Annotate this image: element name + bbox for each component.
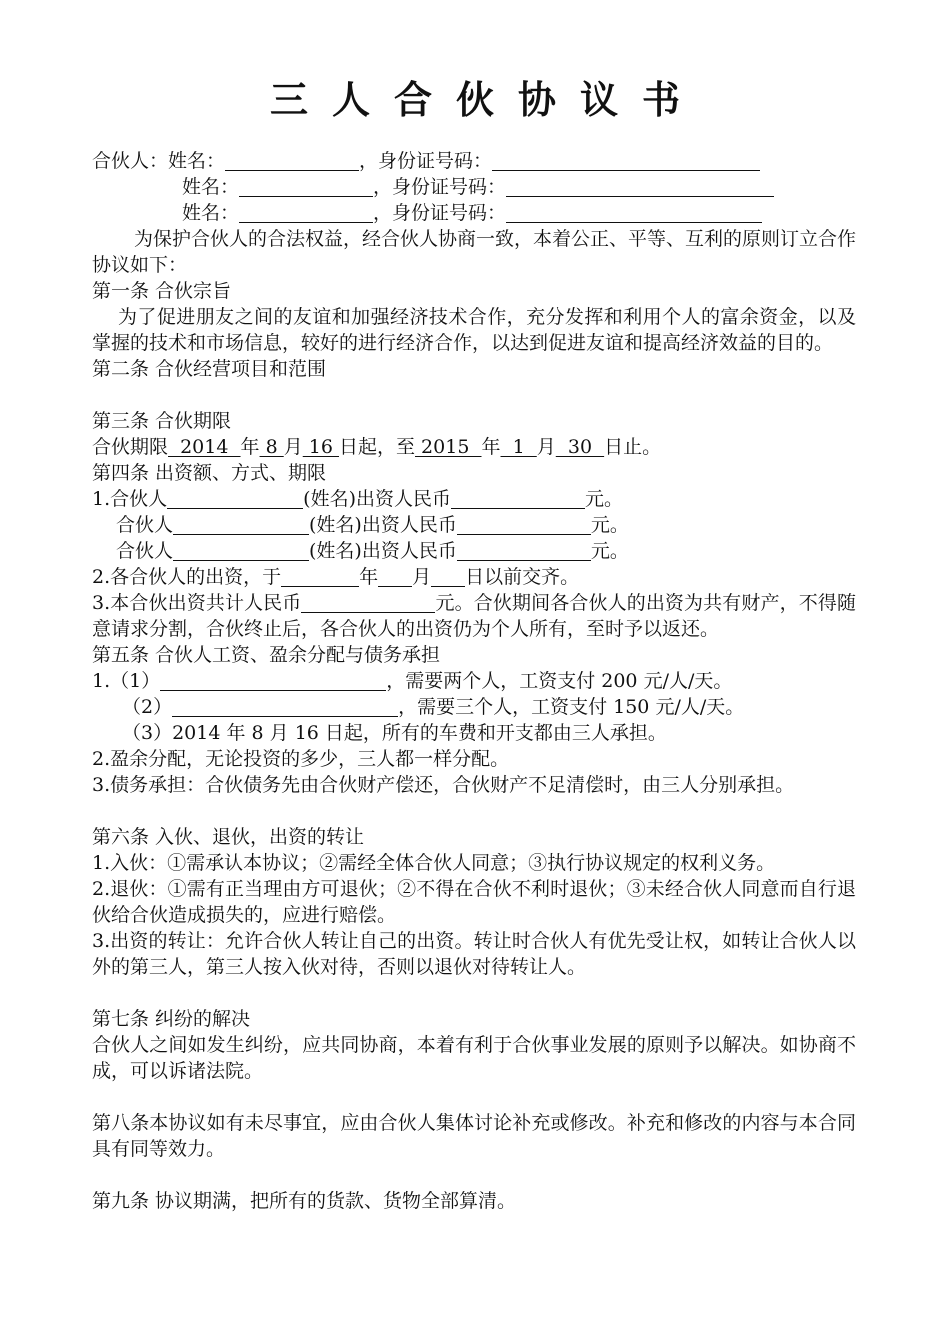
deadline-prefix: 2.各合伙人的出资，于	[92, 566, 282, 588]
id-field-3[interactable]	[506, 202, 762, 223]
partner-line-2	[92, 174, 856, 200]
article-5-heading: 第五条 合伙人工资、盈余分配与债务承担	[92, 644, 441, 666]
year-label: 年	[481, 436, 501, 458]
name-note: (姓名)出资人民币	[309, 514, 457, 536]
partner-line-1	[92, 148, 856, 174]
transfer-clause: 3.出资的转让：允许合伙人转让自己的出资。转让时合伙人有优先受让权，如转让合伙人以外的第三人，第三人按入伙对待，否则以退伙对待转让人。	[92, 930, 856, 978]
spacer	[92, 980, 856, 1006]
spacer	[92, 1084, 856, 1110]
until-label: 日止。	[604, 436, 662, 458]
withdrawal-clause: 2.退伙：①需有正当理由方可退伙；②不得在合伙不利时退伙；③未经合伙人同意而自行退伙给合伙造成损失的，应进行赔偿。	[92, 878, 856, 926]
profit-distribution: 2.盈余分配，无论投资的多少，三人都一样分配。	[92, 748, 510, 770]
article-2-heading: 第二条 合伙经营项目和范围	[92, 358, 327, 380]
wage-role-field-2[interactable]	[172, 696, 398, 717]
id-label: ，身份证号码：	[373, 176, 507, 198]
from-label: 日起，至	[339, 436, 416, 458]
partner-label: 合伙人	[116, 540, 174, 562]
article-6-heading: 第六条 入伙、退伙，出资的转让	[92, 826, 365, 848]
article-9-text: 第九条 协议期满，把所有的货款、货物全部算清。	[92, 1190, 517, 1212]
term-prefix: 合伙期限	[92, 436, 169, 458]
id-label: ，身份证号码：	[373, 202, 507, 224]
amount-field-1[interactable]	[451, 488, 585, 509]
deadline-day-field[interactable]	[431, 566, 465, 587]
amount-field-3[interactable]	[457, 540, 591, 561]
spacer	[92, 1162, 856, 1188]
total-amount-field[interactable]	[301, 592, 435, 613]
wage-suffix-1: ，需要两个人，工资支付 200 元/人/天。	[386, 670, 733, 692]
term-line	[92, 434, 856, 460]
name-note: (姓名)出资人民币	[303, 488, 451, 510]
article-1-heading: 第一条 合伙宗旨	[92, 280, 232, 302]
id-field-2[interactable]	[506, 176, 774, 197]
month-label: 月	[536, 436, 556, 458]
name-label: 姓名：	[182, 176, 240, 198]
name-label: 姓名：	[168, 150, 226, 172]
contribution-line-3	[92, 538, 856, 564]
total-prefix: 3.本合伙出资共计人民币	[92, 592, 302, 614]
deadline-year-field[interactable]	[281, 566, 359, 587]
name-note: (姓名)出资人民币	[309, 540, 457, 562]
debt-liability: 3.债务承担：合伙债务先由合伙财产偿还，合伙财产不足清偿时，由三人分别承担。	[92, 774, 795, 796]
expense-line: （3）2014 年 8 月 16 日起，所有的车费和开支都由三人承担。	[122, 722, 667, 744]
wage-line-2	[92, 694, 856, 720]
partner-label: 合伙人：	[92, 150, 169, 172]
contribution-deadline-line	[92, 564, 856, 590]
document-body	[92, 148, 856, 1214]
article-2-blank-area	[92, 382, 856, 408]
year-label: 年	[359, 566, 379, 588]
item-number: 1.	[92, 488, 111, 510]
wage-suffix-2: ，需要三个人，工资支付 150 元/人/天。	[398, 696, 745, 718]
start-month-field[interactable]: 8	[259, 436, 284, 458]
intro-paragraph: 为保护合伙人的合法权益，经合伙人协商一致，本着公正、平等、互利的原则订立合作协议如下：	[92, 228, 857, 276]
article-1-text: 为了促进朋友之间的友谊和加强经济技术合作，充分发挥和利用个人的富余资金，以及掌握的技术和市场信息，较好的进行经济合作，以达到促进友谊和提高经济效益的目的。	[92, 306, 856, 354]
article-7-text: 合伙人之间如发生纠纷，应共同协商，本着有利于合伙事业发展的原则予以解决。如协商不成，可以诉诸法院。	[92, 1034, 856, 1082]
yuan-label: 元。	[590, 514, 629, 536]
wage-role-field-1[interactable]	[160, 670, 386, 691]
name-field-3[interactable]	[239, 202, 373, 223]
deadline-suffix: 日以前交齐。	[465, 566, 580, 588]
partner-label: 合伙人	[116, 514, 174, 536]
month-label: 月	[412, 566, 432, 588]
article-8-text: 第八条本协议如有未尽事宜，应由合伙人集体讨论补充或修改。补充和修改的内容与本合同具有同等效力。	[92, 1112, 856, 1160]
contributor-name-field-1[interactable]	[167, 488, 303, 509]
amount-field-2[interactable]	[457, 514, 591, 535]
name-label: 姓名：	[182, 202, 240, 224]
end-day-field[interactable]: 30	[555, 436, 605, 458]
wage-prefix-1: 1.（1）	[92, 670, 161, 692]
total-contribution-paragraph	[92, 590, 856, 642]
spacer	[92, 798, 856, 824]
joining-clause: 1.入伙：①需承认本协议；②需经全体合伙人同意；③执行协议规定的权利义务。	[92, 852, 776, 874]
partner-line-3	[92, 200, 856, 226]
contribution-line-1	[92, 486, 856, 512]
deadline-month-field[interactable]	[378, 566, 412, 587]
year-label: 年	[240, 436, 260, 458]
start-year-field[interactable]: 2014	[168, 436, 241, 458]
end-month-field[interactable]: 1	[500, 436, 537, 458]
partner-label: 合伙人	[110, 488, 168, 510]
article-3-heading: 第三条 合伙期限	[92, 410, 232, 432]
name-field-1[interactable]	[225, 150, 359, 171]
start-day-field[interactable]: 16	[302, 436, 339, 458]
document-title: 三人合伙协议书	[269, 78, 704, 122]
wage-prefix-2: （2）	[122, 696, 173, 718]
id-label: ，身份证号码：	[359, 150, 493, 172]
total-suffix: 元。合伙期间各合伙人的出资为共有财产，不得随意请求分割，合伙终止后，各合伙人的出资仍为个人所有，至时予以返还。	[92, 592, 856, 640]
article-4-heading: 第四条 出资额、方式、期限	[92, 462, 327, 484]
wage-line-1	[92, 668, 856, 694]
contributor-name-field-3[interactable]	[173, 540, 309, 561]
month-label: 月	[283, 436, 303, 458]
id-field-1[interactable]	[492, 150, 760, 171]
end-year-field[interactable]: 2015	[415, 436, 482, 458]
contributor-name-field-2[interactable]	[173, 514, 309, 535]
yuan-label: 元。	[590, 540, 629, 562]
yuan-label: 元。	[584, 488, 623, 510]
contribution-line-2	[92, 512, 856, 538]
name-field-2[interactable]	[239, 176, 373, 197]
article-7-heading: 第七条 纠纷的解决	[92, 1008, 251, 1030]
